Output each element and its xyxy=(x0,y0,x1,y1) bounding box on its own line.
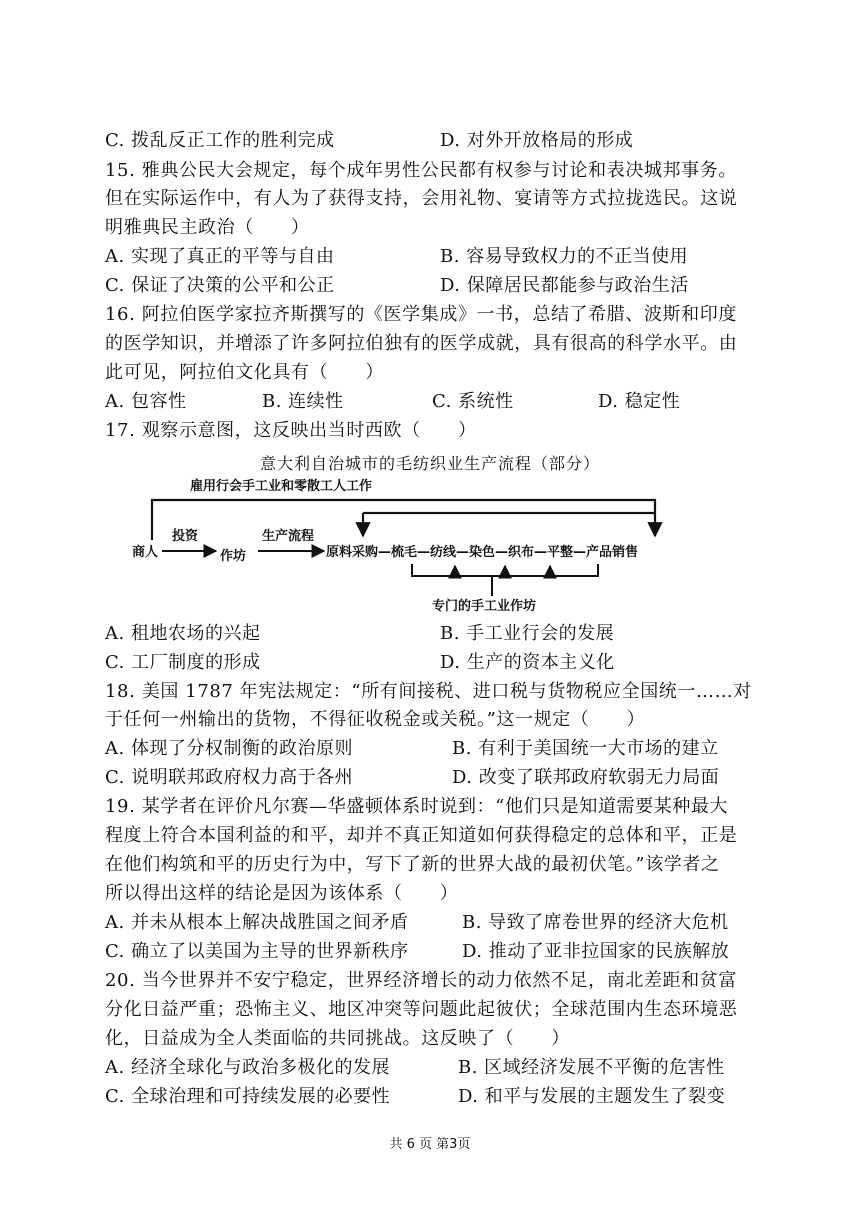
q18-stem-line-2: 于任何一州输出的货物，不得征收税金或关税。”这一规定（ ） xyxy=(105,709,646,730)
process-chain: 原料采购—梳毛—纺线—染色—织布—平整—产品销售 xyxy=(326,545,639,560)
q17-production-diagram xyxy=(120,478,680,618)
q16-option-a: A. 包容性 xyxy=(105,391,187,412)
q17-option-d: D. 生产的资本主义化 xyxy=(440,652,615,673)
bottom-label: 专门的手工业作坊 xyxy=(432,599,537,614)
q15-option-d: D. 保障居民都能参与政治生活 xyxy=(440,275,689,296)
q16-option-d: D. 稳定性 xyxy=(598,391,681,412)
q17-option-a: A. 租地农场的兴起 xyxy=(105,623,261,644)
q19-option-a: A. 并未从根本上解决战胜国之间矛盾 xyxy=(105,912,409,933)
q15-option-c: C. 保证了决策的公平和公正 xyxy=(105,275,335,296)
q18-option-b: B. 有利于美国统一大市场的建立 xyxy=(452,738,719,759)
q15-stem-line-3: 明雅典民主政治（ ） xyxy=(105,217,310,238)
q19-stem-line-1: 19. 某学者在评价凡尔赛—华盛顿体系时说到：“他们只是知道需要某种最大 xyxy=(105,796,729,817)
q15-stem-line-2: 但在实际运作中，有人为了获得支持，会用礼物、宴请等方式拉拢选民。这说 xyxy=(105,188,738,209)
q18-option-c: C. 说明联邦政府权力高于各州 xyxy=(105,767,354,788)
q19-option-b: B. 导致了席卷世界的经济大危机 xyxy=(462,912,729,933)
q14-option-d: D. 对外开放格局的形成 xyxy=(440,130,634,151)
invest-label: 投资 xyxy=(172,529,199,544)
merchant-label: 商人 xyxy=(132,545,159,560)
q16-option-b: B. 连续性 xyxy=(262,391,344,412)
q16-stem-line-3: 此可见，阿拉伯文化具有（ ） xyxy=(105,362,384,383)
q18-stem-line-1: 18. 美国 1787 年宪法规定：“所有间接税、进口税与货物税应全国统一……对 xyxy=(105,681,752,702)
q20-option-b: B. 区域经济发展不平衡的危害性 xyxy=(458,1057,725,1078)
q19-option-c: C. 确立了以美国为主导的世界新秩序 xyxy=(105,941,409,962)
q15-option-b: B. 容易导致权力的不正当使用 xyxy=(440,246,689,267)
q20-option-c: C. 全球治理和可持续发展的必要性 xyxy=(105,1086,391,1107)
top-flow-label: 雇用行会手工业和零散工人工作 xyxy=(190,479,373,494)
q20-stem-line-1: 20. 当今世界并不安宁稳定，世界经济增长的动力依然不足，南北差距和贫富 xyxy=(105,970,737,991)
q20-stem-line-2: 分化日益严重；恐怖主义、地区冲突等问题此起彼伏；全球范围内生态环境恶 xyxy=(105,999,738,1020)
process-label: 生产流程 xyxy=(262,529,315,544)
q18-option-a: A. 体现了分权制衡的政治原则 xyxy=(105,738,353,759)
q15-option-a: A. 实现了真正的平等与自由 xyxy=(105,246,335,267)
q19-stem-line-4: 所以得出这样的结论是因为该体系（ ） xyxy=(105,883,459,904)
q16-stem-line-2: 的医学知识，并增添了许多阿拉伯独有的医学成就，具有很高的科学水平。由 xyxy=(105,333,738,354)
top-flow-arrow xyxy=(152,500,655,540)
q17-diagram-title: 意大利自治城市的毛纺织业生产流程（部分） xyxy=(259,454,600,473)
q16-option-c: C. 系统性 xyxy=(432,391,514,412)
q15-stem-line-1: 15. 雅典公民大会规定，每个成年男性公民都有权参与讨论和表决城邦事务。 xyxy=(105,160,737,181)
q19-stem-line-3: 在他们构筑和平的历史行为中，写下了新的世界大战的最初伏笔。”该学者之 xyxy=(105,854,720,875)
q20-stem-line-3: 化，日益成为全人类面临的共同挑战。这反映了（ ） xyxy=(105,1028,570,1049)
workshop-label: 作坊 xyxy=(220,549,247,564)
q14-option-c: C. 拨乱反正工作的胜利完成 xyxy=(105,130,335,151)
page-footer: 共 6 页 第3页 xyxy=(389,1137,471,1152)
q17-option-c: C. 工厂制度的形成 xyxy=(105,652,261,673)
q19-stem-line-2: 程度上符合本国利益的和平，却并不真正知道如何获得稳定的总体和平，正是 xyxy=(105,825,738,846)
q17-option-b: B. 手工业行会的发展 xyxy=(440,623,615,644)
q18-option-d: D. 改变了联邦政府软弱无力局面 xyxy=(452,767,720,788)
q17-stem: 17. 观察示意图，这反映出当时西欧（ ） xyxy=(105,420,477,441)
q16-stem-line-1: 16. 阿拉伯医学家拉齐斯撰写的《医学集成》一书，总结了希腊、波斯和印度 xyxy=(105,304,737,325)
q20-option-a: A. 经济全球化与政治多极化的发展 xyxy=(105,1057,390,1078)
q19-option-d: D. 推动了亚非拉国家的民族解放 xyxy=(462,941,730,962)
q20-option-d: D. 和平与发展的主题发生了裂变 xyxy=(458,1086,726,1107)
